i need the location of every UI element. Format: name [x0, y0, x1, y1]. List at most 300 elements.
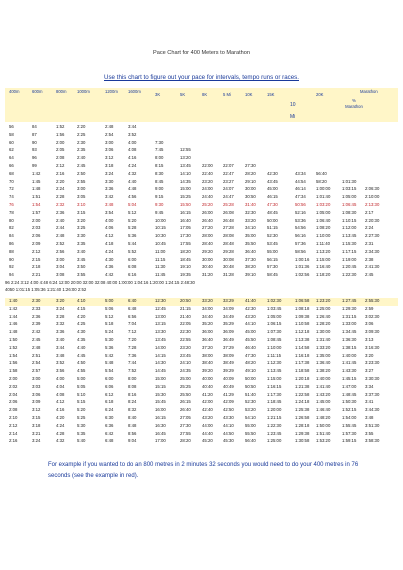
table-cell: 47:34: [295, 194, 306, 200]
table-cell: 39:29: [223, 368, 234, 374]
table-cell: 1:36:40: [316, 360, 331, 366]
table-cell: 5:15: [77, 399, 86, 405]
table-cell: 52:30: [267, 233, 278, 239]
table-cell: 1:10:58: [295, 321, 310, 327]
table-row: [5, 384, 398, 392]
table-row: [5, 241, 398, 249]
table-cell: 3:48: [365, 414, 374, 420]
table-cell: 11:45: [155, 272, 166, 278]
table-cell: 24:47: [223, 194, 234, 200]
table-cell: 2:09: [32, 240, 41, 246]
table-cell: 56:16: [295, 233, 306, 239]
table-cell: 1:15:00: [316, 256, 331, 262]
table-cell: 53:45: [267, 240, 278, 246]
table-cell: 3:15: [32, 414, 41, 420]
table-cell: 1:25:00: [267, 438, 282, 444]
table-cell: 27:28: [223, 225, 234, 231]
table-cell: 4:28: [56, 430, 65, 436]
table-cell: 1:54: [9, 352, 18, 358]
table-cell: 43:45: [267, 178, 278, 184]
table-cell: 1:17:30: [267, 391, 282, 397]
table-cell: 3:27: [365, 368, 374, 374]
table-cell: 27:20: [202, 225, 213, 231]
table-row: [5, 140, 398, 148]
table-cell: 1:40:00: [342, 352, 357, 358]
table-cell: 96: [32, 155, 37, 161]
table-cell: 51:40: [245, 391, 256, 397]
table-cell: 1:00:00: [316, 186, 331, 192]
table-cell: 25:50: [180, 391, 191, 397]
table-cell: 1:03:15: [342, 186, 357, 192]
table-row: [5, 218, 398, 226]
table-cell: 5:00: [77, 375, 86, 381]
table-cell: 1:16:18: [295, 352, 310, 358]
subtitle-link[interactable]: Use this chart to figure out your pace for intervals, tempo runs or races.: [104, 74, 299, 81]
table-cell: 2:08: [9, 407, 18, 413]
table-cell: 5:35: [77, 430, 86, 436]
table-cell: 5:20: [128, 217, 137, 223]
table-cell: 44:50: [223, 430, 234, 436]
table-cell: 2:12: [56, 162, 65, 168]
table-cell: 1:11:40: [316, 240, 331, 246]
table-cell: 2:45: [77, 162, 86, 168]
table-cell: 2:59: [365, 305, 374, 311]
table-cell: 1:12:00: [342, 225, 357, 231]
table-cell: 3:44: [128, 124, 137, 129]
table-row: [5, 407, 398, 415]
table-cell: 3:36: [105, 186, 114, 192]
table-cell: 34:00: [202, 305, 213, 311]
table-cell: 53:36: [295, 217, 306, 223]
table-cell: 21:40: [180, 313, 191, 319]
table-cell: 1:45:00: [316, 399, 331, 405]
table-cell: 15:00: [180, 186, 191, 192]
table-cell: 3:06: [32, 391, 41, 397]
table-cell: 12:55: [180, 147, 191, 153]
table-cell: 1:00:16: [295, 256, 310, 262]
percent-marathon-label: Marathon: [345, 104, 363, 109]
table-cell: 2:16: [56, 170, 65, 176]
table-cell: 2:38: [365, 256, 374, 262]
table-cell: 30:00: [245, 186, 256, 192]
table-cell: 46:15: [267, 194, 278, 200]
table-cell: 40:40: [202, 383, 213, 389]
table-row: [5, 353, 398, 361]
table-cell: 3:45: [77, 256, 86, 262]
table-cell: 3:58:30: [365, 438, 380, 444]
table-cell: 45:20: [202, 438, 213, 444]
table-cell: 17:05: [180, 225, 191, 231]
table-cell: 7:36: [128, 352, 137, 358]
table-row: [5, 171, 398, 179]
table-row: [5, 132, 398, 140]
table-cell: 17:55: [180, 240, 191, 246]
table-cell: 14:15: [155, 352, 166, 358]
table-cell: 16:40: [180, 217, 191, 223]
table-cell: 1:36:30: [342, 336, 357, 342]
table-cell: 13:45: [180, 162, 191, 168]
table-cell: 3:44: [56, 344, 65, 350]
table-row: [5, 306, 398, 314]
table-row: [5, 415, 398, 423]
table-cell: 1:27:45: [342, 298, 357, 303]
table-cell: 6:06: [105, 383, 114, 389]
table-cell: 2:08: [56, 155, 65, 161]
table-row: [5, 337, 398, 345]
table-cell: 93: [32, 147, 37, 153]
table-cell: 5:40: [77, 438, 86, 444]
table-cell: 3:52: [56, 360, 65, 366]
table-cell: 14:45: [155, 368, 166, 374]
table-cell: 2:20: [56, 178, 65, 184]
table-cell: 6:48: [105, 438, 114, 444]
table-cell: 28:08: [223, 233, 234, 239]
table-row: [5, 202, 398, 210]
table-cell: 3:48: [56, 352, 65, 358]
table-cell: 2:05: [56, 147, 65, 153]
table-cell: 2:21: [32, 272, 41, 278]
table-cell: 16:45: [155, 430, 166, 436]
table-cell: 16:15: [180, 209, 191, 215]
table-cell: 5:30: [105, 336, 114, 342]
table-cell: 35:29: [223, 321, 234, 327]
table-cell: 40:09: [223, 375, 234, 381]
table-cell: 14:10: [180, 170, 191, 176]
table-cell: 45:00: [245, 329, 256, 335]
table-cell: 4:25: [77, 321, 86, 327]
table-cell: 2:34:30: [365, 248, 380, 254]
table-cell: 8:45: [155, 178, 164, 184]
table-cell: 1:23:45: [267, 430, 282, 436]
table-cell: 2:45: [365, 272, 374, 278]
table-cell: 58: [9, 131, 14, 137]
table-cell: 53:20: [245, 407, 256, 413]
table-cell: 5:36: [105, 344, 114, 350]
table-cell: 2:06: [9, 399, 18, 405]
table-cell: 1:52: [9, 344, 18, 350]
table-cell: 1:08:18: [295, 305, 310, 311]
table-cell: 6:48: [128, 305, 137, 311]
table-cell: 26:08: [223, 209, 234, 215]
table-cell: 3:54: [105, 209, 114, 215]
table-cell: 1:24:18: [295, 399, 310, 405]
table-cell: 13:45: [155, 336, 166, 342]
table-cell: 35:20: [202, 321, 213, 327]
table-cell: 23:20: [180, 344, 191, 350]
table-cell: 6:40: [128, 298, 137, 303]
table-cell: 8:48: [128, 422, 137, 428]
table-cell: 86: [9, 240, 14, 246]
table-cell: 8:16: [128, 391, 137, 397]
table-cell: 3:13: [365, 336, 374, 342]
table-cell: 13:15: [155, 321, 166, 327]
table-cell: 2:51: [32, 352, 41, 358]
table-cell: 3:25: [77, 225, 86, 231]
table-cell: 5:42: [105, 352, 114, 358]
table-cell: 34:49: [223, 313, 234, 319]
table-cell: 2:25: [77, 131, 86, 137]
table-cell: 42:30: [245, 305, 256, 311]
table-cell: 1:08:20: [316, 225, 331, 231]
table-cell: 4:35: [77, 336, 86, 342]
table-cell: 3:08: [56, 272, 65, 278]
table-cell: 36:00: [202, 329, 213, 335]
table-cell: 3:40: [77, 248, 86, 254]
table-cell: 23:20: [202, 178, 213, 184]
table-cell: 2:32: [56, 201, 65, 207]
table-cell: 8:15: [155, 162, 164, 168]
table-cell: 6:36: [105, 422, 114, 428]
table-cell: 26:48: [223, 217, 234, 223]
table-cell: 42:40: [202, 407, 213, 413]
table-cell: 3:28: [56, 313, 65, 319]
table-cell: 3:50: [77, 264, 86, 270]
table-cell: 1:46: [9, 321, 18, 327]
column-header: 5 Mi: [223, 92, 231, 97]
table-cell: 58:20: [316, 178, 327, 184]
table-cell: 4:08: [128, 147, 137, 153]
table-cell: 13:00: [155, 313, 166, 319]
table-cell: 2:24: [365, 225, 374, 231]
table-cell: 3:00: [105, 139, 114, 145]
table-cell: 56:40: [245, 438, 256, 444]
table-cell: 1:38:20: [316, 368, 331, 374]
table-cell: 1:29:30: [342, 305, 357, 311]
table-cell: 1:16:40: [316, 264, 331, 270]
table-cell: 1:13:20: [316, 248, 331, 254]
table-cell: 1:03:45: [267, 305, 282, 311]
table-cell: 21:15: [180, 305, 191, 311]
table-cell: 3:44:30: [365, 407, 380, 413]
column-header: 1200m: [105, 89, 118, 94]
table-cell: 33:20: [245, 217, 256, 223]
table-cell: 2:00: [9, 375, 18, 381]
table-cell: 28:40: [202, 240, 213, 246]
table-cell: 45:00: [267, 186, 278, 192]
table-cell: 1:13:45: [342, 233, 357, 239]
table-cell: 3:32: [56, 321, 65, 327]
table-cell: 7:04: [128, 321, 137, 327]
table-cell: 15:15: [155, 383, 166, 389]
table-cell: 4:48: [128, 186, 137, 192]
table-cell: 29:20: [202, 248, 213, 254]
table-cell: 4:16: [56, 407, 65, 413]
table-cell: 3:10: [77, 201, 86, 207]
table-cell: 25:28: [223, 201, 234, 207]
table-cell: 1:48:45: [342, 391, 357, 397]
table-cell: 2:30: [32, 298, 41, 303]
table-cell: 1:26:58: [295, 414, 310, 420]
table-cell: 4:45: [77, 352, 86, 358]
table-cell: 4:24: [128, 162, 137, 168]
table-row: [5, 392, 398, 400]
table-cell: 44:10: [223, 422, 234, 428]
table-cell: 62: [9, 147, 14, 153]
table-row: [5, 368, 398, 376]
table-cell: 1:26:40: [316, 313, 331, 319]
table-row: [5, 423, 398, 431]
table-cell: 5:54: [105, 368, 114, 374]
table-cell: 5:04: [128, 201, 137, 207]
table-cell: 80: [9, 217, 14, 223]
table-row: [5, 210, 398, 218]
table-cell: 14:00: [155, 344, 166, 350]
table-cell: 42:00: [202, 399, 213, 405]
table-cell: 1:53:20: [316, 438, 331, 444]
table-cell: 2:06: [32, 233, 41, 239]
table-cell: 2:20: [77, 124, 86, 129]
table-cell: 4:24: [56, 422, 65, 428]
table-cell: 6:16: [128, 272, 137, 278]
table-cell: 37:20: [202, 344, 213, 350]
table-cell: 92: [9, 264, 14, 270]
table-cell: 5:12: [128, 209, 137, 215]
table-cell: 78: [9, 209, 14, 215]
table-cell: 24:35: [180, 368, 191, 374]
table-cell: 5:28: [128, 225, 137, 231]
table-cell: 70: [9, 178, 14, 184]
table-cell: 2:52: [56, 240, 65, 246]
table-cell: 6:00: [128, 256, 137, 262]
table-cell: 7:12: [128, 329, 137, 335]
table-cell: 2:00: [32, 217, 41, 223]
table-cell: 9:00: [155, 186, 164, 192]
table-cell: 4:18: [105, 240, 114, 246]
table-row: [5, 298, 398, 306]
table-cell: 3:30:30: [365, 375, 380, 381]
table-cell: 1:07:30: [267, 329, 282, 335]
table-cell: 2:16: [9, 438, 18, 444]
table-cell: 52:16: [295, 209, 306, 215]
table-cell: 2:54: [105, 131, 114, 137]
table-cell: 2:54: [32, 360, 41, 366]
table-cell: 34:09: [223, 305, 234, 311]
table-cell: 2:02: [9, 383, 18, 389]
table-cell: 28:00: [202, 233, 213, 239]
table-cell: 1:22:30: [267, 422, 282, 428]
table-cell: 1:17:15: [342, 248, 357, 254]
table-cell: 48:20: [245, 360, 256, 366]
table-cell: 1:01:40: [316, 194, 331, 200]
table-cell: 3:30: [105, 178, 114, 184]
table-cell: 1:52:15: [342, 407, 357, 413]
table-cell: 74: [9, 194, 14, 200]
table-cell: 1:02:30: [267, 298, 282, 303]
table-cell: 2:04: [9, 391, 18, 397]
table-cell: 25:25: [180, 383, 191, 389]
table-cell: 1:57:30: [342, 430, 357, 436]
column-header: 1000m: [77, 89, 90, 94]
table-row: [5, 194, 398, 202]
table-cell: 87: [32, 131, 37, 137]
table-cell: 2:42: [32, 329, 41, 335]
table-cell: 33:29: [223, 298, 234, 303]
table-cell: 56:40: [316, 170, 327, 176]
table-cell: 1:33:20: [316, 344, 331, 350]
table-cell: 2:27:30: [365, 233, 380, 239]
table-cell: 30:50: [245, 194, 256, 200]
table-cell: 64: [9, 155, 14, 161]
table-cell: 4:20: [77, 313, 86, 319]
table-cell: 4:30: [77, 329, 86, 335]
table-cell: 47:30: [245, 352, 256, 358]
table-cell: 1:06:58: [295, 298, 310, 303]
table-cell: 1:13:45: [267, 368, 282, 374]
table-cell: 2:36: [56, 209, 65, 215]
wide-row-2: 4050 1:01:15 1:05:36 1:21:40 1:26:00 2:52: [5, 287, 87, 292]
table-cell: 1:21:38: [295, 383, 310, 389]
table-cell: 26:00: [202, 209, 213, 215]
table-cell: 36:09: [223, 329, 234, 335]
table-cell: 3:20: [77, 217, 86, 223]
table-cell: 3:34: [365, 383, 374, 389]
table-cell: 68: [9, 170, 14, 176]
table-cell: 17:00: [155, 438, 166, 444]
table-cell: 1:56: [56, 131, 65, 137]
table-cell: 1:20:18: [295, 375, 310, 381]
table-row: [5, 179, 398, 187]
table-cell: 1:48: [32, 186, 41, 192]
table-cell: 15:00: [155, 375, 166, 381]
table-cell: 15:25: [180, 194, 191, 200]
table-cell: 1:25:38: [295, 407, 310, 413]
table-cell: 38:09: [223, 352, 234, 358]
table-cell: 2:20:30: [365, 217, 380, 223]
table-cell: 3:12: [105, 155, 114, 161]
table-cell: 1:05:00: [316, 209, 331, 215]
table-cell: 3:48: [105, 201, 114, 207]
table-cell: 34:10: [245, 225, 256, 231]
table-cell: 8:00: [155, 155, 164, 161]
table-cell: 58:56: [295, 248, 306, 254]
table-cell: 48:45: [267, 209, 278, 215]
table-cell: 2:12: [9, 422, 18, 428]
table-cell: 3:24: [56, 305, 65, 311]
table-row: [5, 321, 398, 329]
table-cell: 56: [9, 124, 14, 129]
table-cell: 3:42: [105, 194, 114, 200]
table-cell: 29:28: [223, 248, 234, 254]
table-cell: 30:40: [202, 264, 213, 270]
table-cell: 1:25:00: [316, 305, 331, 311]
table-cell: 5:10: [77, 391, 86, 397]
table-cell: 25:00: [180, 375, 191, 381]
table-cell: 3:21: [32, 430, 41, 436]
table-cell: 29:10: [245, 178, 256, 184]
table-cell: 4:04: [56, 383, 65, 389]
table-cell: 1:20:45: [342, 264, 357, 270]
table-cell: 2:48: [56, 233, 65, 239]
table-row: [5, 360, 398, 368]
table-cell: 4:36: [105, 264, 114, 270]
table-cell: 40:49: [223, 383, 234, 389]
table-cell: 1:40:00: [316, 375, 331, 381]
table-cell: 5:30: [77, 422, 86, 428]
table-cell: 3:52: [128, 131, 137, 137]
table-row: [5, 124, 398, 132]
column-header: 600m: [32, 89, 43, 94]
table-cell: 99: [32, 162, 37, 168]
table-cell: 3:16:30: [365, 344, 380, 350]
table-cell: 4:56: [128, 194, 137, 200]
table-cell: 11:00: [155, 248, 166, 254]
table-cell: 46:14: [295, 186, 306, 192]
table-cell: 8:00: [128, 375, 137, 381]
table-cell: 1:16:15: [267, 383, 282, 389]
table-cell: 41:20: [202, 391, 213, 397]
table-cell: 30:00: [202, 256, 213, 262]
table-cell: 27:05: [180, 414, 191, 420]
